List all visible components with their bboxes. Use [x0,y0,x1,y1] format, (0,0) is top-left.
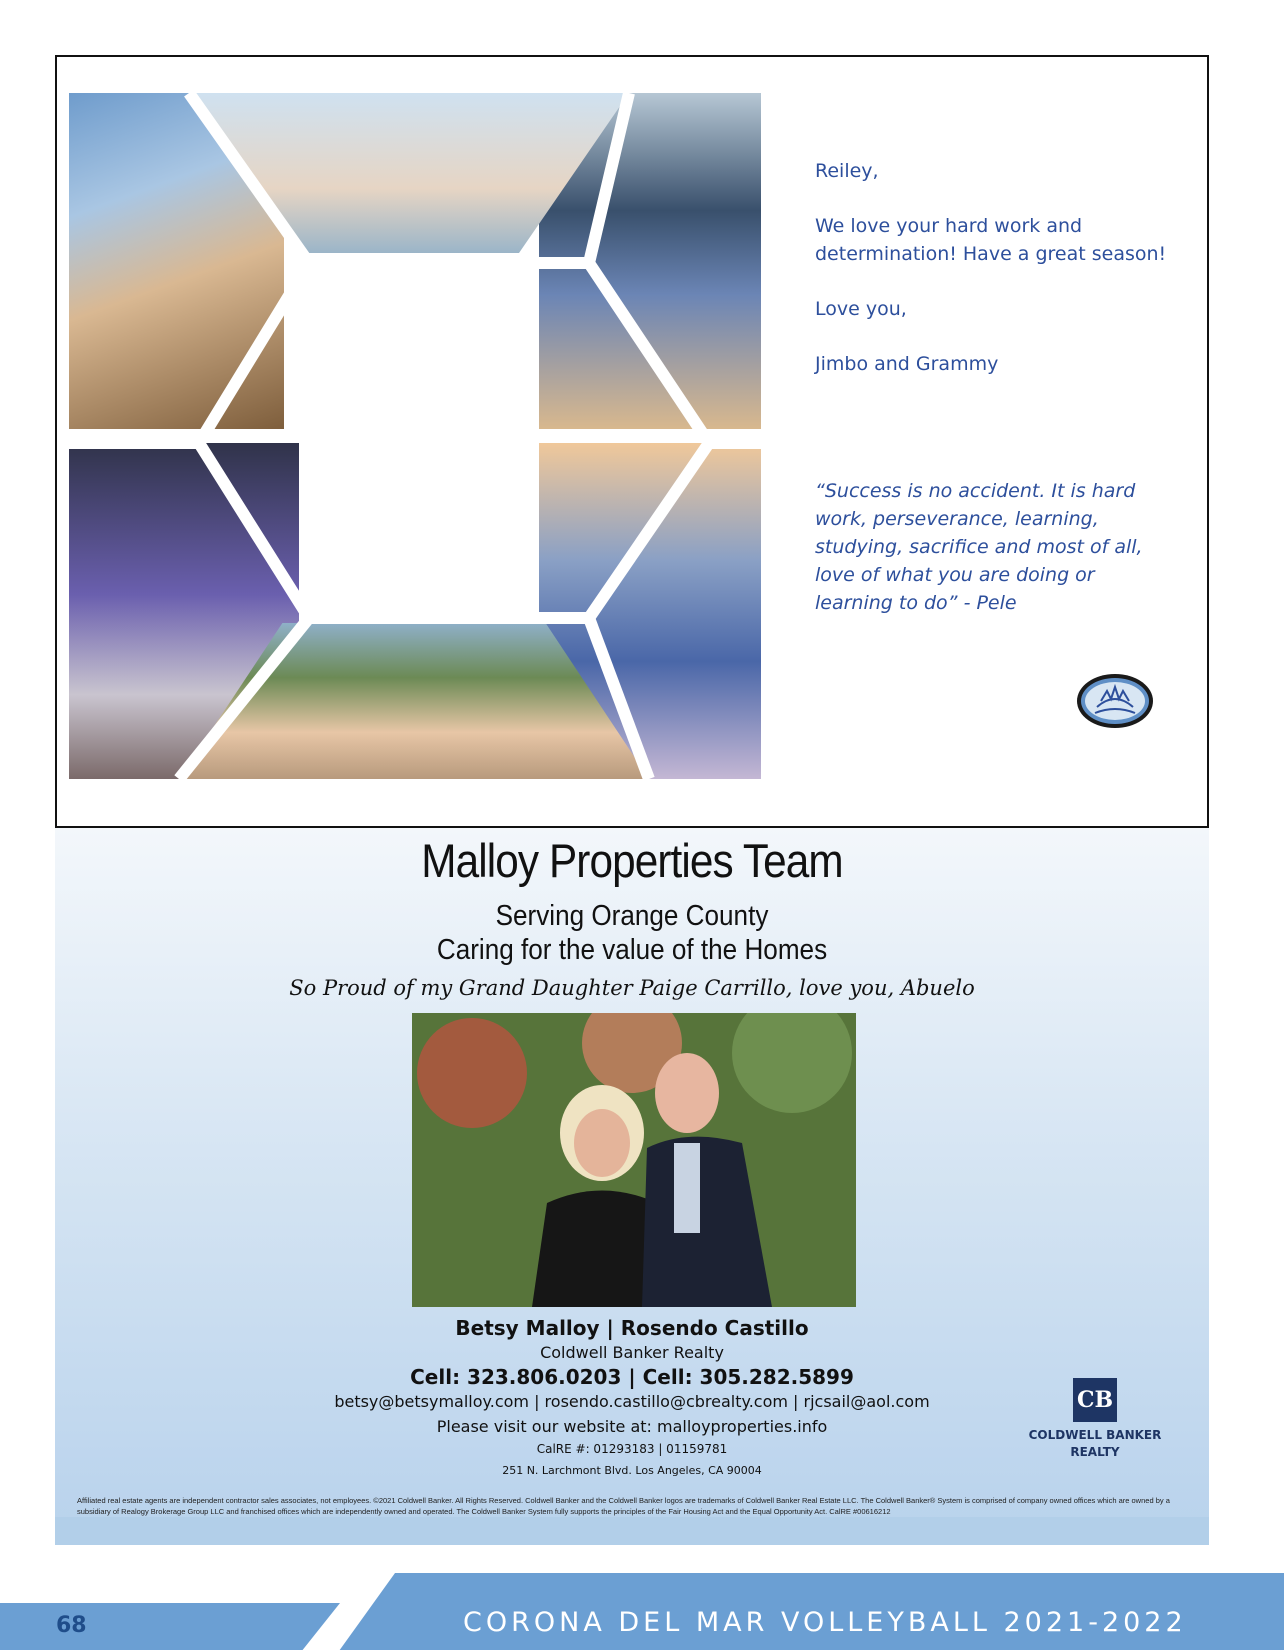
letter-salutation: Reiley, [815,160,879,182]
tagline-1: Serving Orange County [495,900,769,932]
tagline-2: Caring for the value of the Homes [436,934,828,966]
cb-monogram: CB [1073,1378,1117,1422]
agent-names: Betsy Malloy | Rosendo Castillo [455,1316,809,1340]
letter-signature: Jimbo and Grammy [815,353,999,375]
website-line: Please visit our website at: malloyproperties.info [436,1417,828,1436]
promo-bottom-strip [55,1517,1209,1545]
cb-logo-line-1: COLDWELL BANKER [1028,1428,1162,1442]
agents-photo [412,1013,856,1307]
team-title: Malloy Properties Team [421,834,843,887]
photo-collage [69,93,761,779]
cb-logo-line-2: REALTY [1070,1445,1120,1459]
tribute-ad [55,55,1209,828]
legal-disclaimer: Affiliated real estate agents are independent contractor sales associates, not employees. ©2021 Coldwell Banker. All Rights Reserved. Coldwell Banker and the Coldwell Banker logos are trademarks of Coldwell Banker Real Estate LLC. The Coldwell Banker® System is comprised of company owned offices which are owned by a subsidiary of Realogy Brokerage Group LLC and franchised offices which are independently owned and operated. The Coldwell Banker System fully supports the principles of the Fair Housing Act and the Equal Opportunity Act. CalRE #00616212 [77,1496,1170,1516]
firm-name: Coldwell Banker Realty [540,1343,724,1362]
dedication: So Proud of my Grand Daughter Paige Carrillo, love you, Abuelo [289,976,975,1000]
phone-numbers: Cell: 323.806.0203 | Cell: 305.282.5899 [410,1365,854,1389]
cb-logo-text [1015,1427,1175,1461]
pele-quote: “Success is no accident. It is hard work, perseverance, learning, studying, sacrifice and most of all, love of what you are doing or learning to do” - Pele [815,480,1143,614]
publication-title: CORONA DEL MAR VOLLEYBALL 2021-2022 [463,1607,1187,1638]
page-number-tab [0,1603,340,1650]
seal-logo-icon [1075,671,1155,731]
realtor-promo [55,828,1209,1545]
collage-dividers [69,93,761,779]
letter-closing: Love you, [815,298,907,320]
page-footer [0,1573,1284,1650]
license-numbers: CalRE #: 01293183 | 01159781 [536,1442,728,1456]
letter-message: We love your hard work and determination! Have a great season! [815,215,1167,265]
office-address: 251 N. Larchmont Blvd. Los Angeles, CA 90004 [502,1464,762,1477]
coldwell-banker-logo-icon [1015,1378,1175,1461]
page-number: 68 [56,1613,87,1638]
tribute-letter [815,157,1175,405]
email-addresses: betsy@betsymalloy.com | rosendo.castillo@cbrealty.com | rjcsail@aol.com [334,1392,930,1411]
